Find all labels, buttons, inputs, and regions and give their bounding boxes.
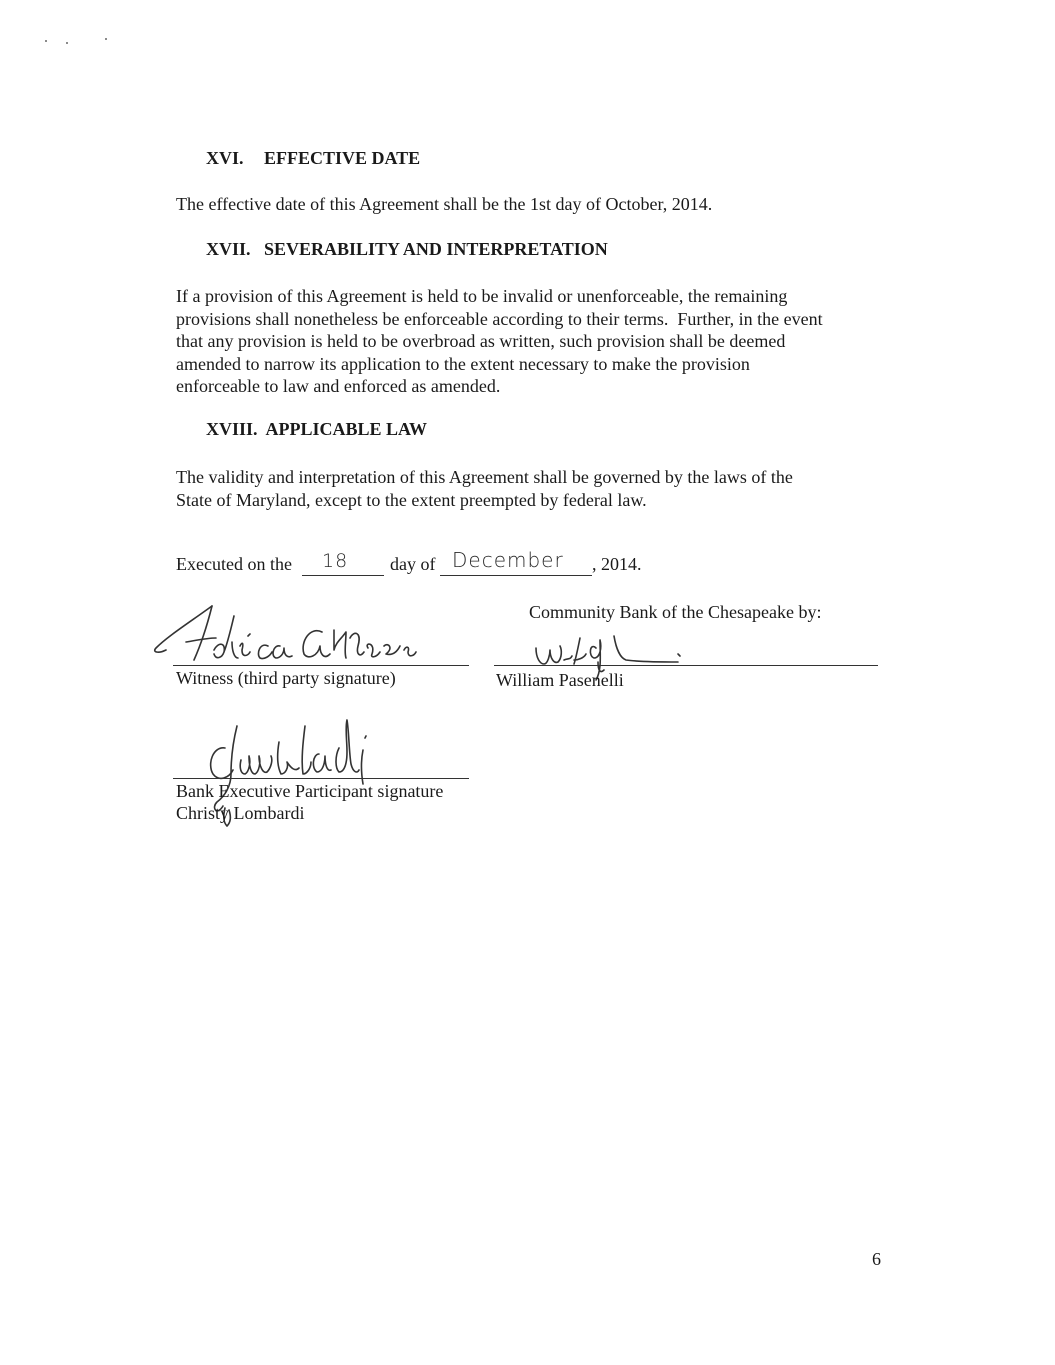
section-heading-effective-date [206,148,420,169]
paragraph-line: enforceable to law and enforced as amended. [176,376,501,396]
section-number: XVII. [206,239,251,259]
applicable-law-paragraph [176,466,793,511]
severability-paragraph [176,285,823,398]
paragraph-line: State of Maryland, except to the extent preempted by federal law. [176,489,647,510]
paragraph-line: The validity and interpretation of this Agreement shall be governed by the laws of the [176,467,793,487]
section-heading-applicable-law [206,419,427,440]
bank-signer-name: William Pasenelli [496,670,624,690]
paragraph-line: that any provision is held to be overbroad as written, such provision shall be deemed [176,331,786,351]
witness-signature-line [173,665,469,666]
paragraph-line: amended to narrow its application to the extent necessary to make the provision [176,353,750,374]
execution-month-value: December [452,548,564,572]
participant-name: Christy Lombardi [176,803,305,823]
day-blank-line [302,575,384,576]
participant-signature-line [173,778,469,779]
effective-date-paragraph: The effective date of this Agreement shall be the 1st day of October, 2014. [176,194,713,214]
section-title: EFFECTIVE DATE [264,148,421,168]
section-heading-severability [206,239,608,260]
bank-signer-signature-line [494,665,878,666]
participant-label: Bank Executive Participant signature [176,781,444,801]
section-title: APPLICABLE LAW [265,419,428,439]
section-number: XVIII. [206,419,258,439]
witness-signature-scrawl [150,602,440,670]
execution-suffix: , 2014. [592,554,642,574]
page-number: 6 [872,1249,881,1269]
section-number: XVI. [206,148,244,168]
execution-day-value: 18 [322,550,349,572]
month-blank-line [440,575,592,576]
execution-prefix: Executed on the [176,554,292,574]
section-title: SEVERABILITY AND INTERPRETATION [264,239,608,259]
witness-label: Witness (third party signature) [176,668,396,688]
bank-signature-heading: Community Bank of the Chesapeake by: [529,602,822,622]
execution-mid: day of [390,554,436,574]
paragraph-line: provisions shall nonetheless be enforceable according to their terms. Further, in the event [176,308,823,329]
paragraph-line: If a provision of this Agreement is held to be invalid or unenforceable, the remaining [176,286,788,306]
